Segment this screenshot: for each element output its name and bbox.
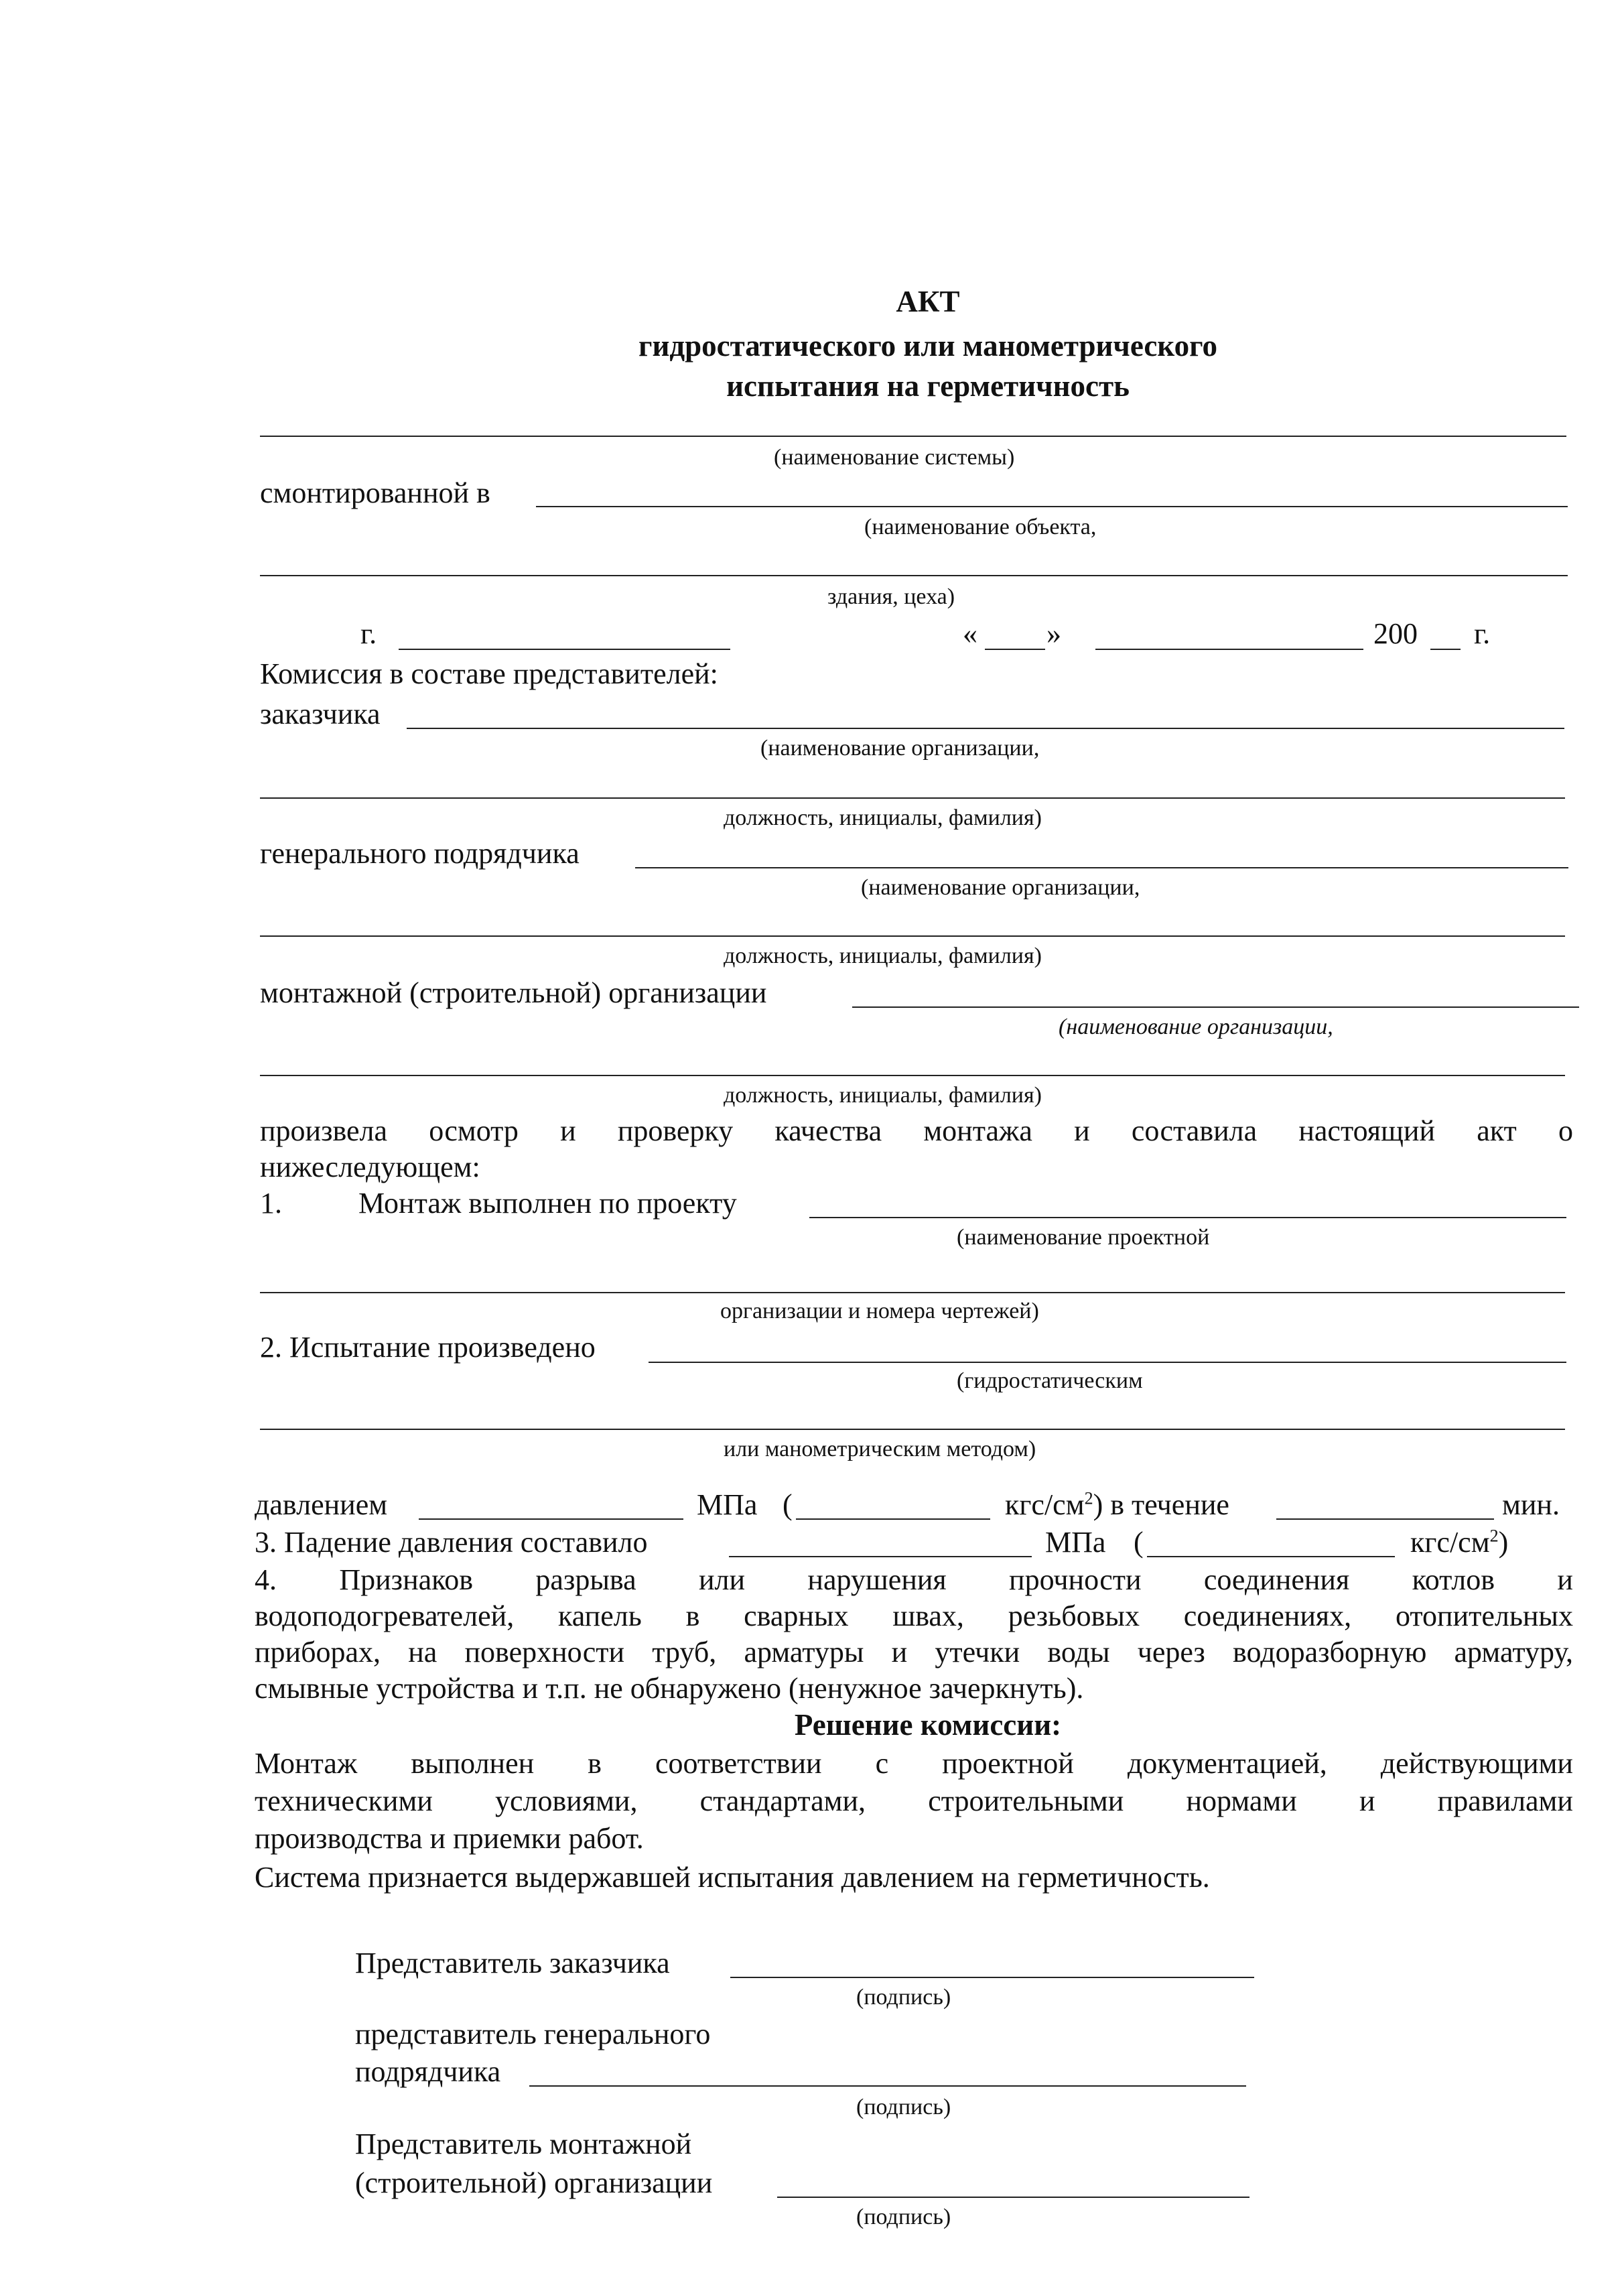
caption-mounting-position: должность, инициалы, фамилия) xyxy=(724,1083,1042,1108)
inspected-paragraph-line2: нижеследующем: xyxy=(260,1151,480,1183)
item4-line1 xyxy=(255,1563,1573,1597)
word: соответствии xyxy=(655,1747,822,1780)
word: и xyxy=(1359,1784,1375,1817)
word: капель xyxy=(558,1600,642,1632)
item4-line2 xyxy=(255,1599,1573,1634)
document-subtitle-line2: испытания на герметичность xyxy=(726,369,1130,403)
pressure-kgf-open: ( xyxy=(783,1488,793,1521)
mounting-org-label: монтажной (строительной) организации xyxy=(260,976,767,1009)
mount-rep-label-1: Представитель монтажной xyxy=(355,2128,692,2160)
caption-hydro: (гидростатическим xyxy=(957,1368,1143,1393)
object-name-line-2[interactable] xyxy=(260,575,1568,576)
word: арматуры xyxy=(744,1636,864,1669)
general-rep-label-1: представитель генерального xyxy=(355,2018,711,2050)
word: техническими xyxy=(255,1784,433,1817)
test-method-line[interactable] xyxy=(649,1362,1566,1363)
customer-rep-label: Представитель заказчика xyxy=(355,1947,670,1979)
word: действующими xyxy=(1380,1747,1573,1780)
word: строительными xyxy=(928,1784,1124,1817)
caption-project-org: организации и номера чертежей) xyxy=(720,1299,1039,1323)
word: или xyxy=(698,1563,746,1596)
word: монтажа xyxy=(923,1114,1032,1147)
decision-line3: производства и приемки работ. xyxy=(255,1822,644,1855)
word: условиями, xyxy=(495,1784,638,1817)
word: соединениях, xyxy=(1183,1600,1352,1632)
word: настоящий xyxy=(1298,1114,1435,1147)
word: водоразборную xyxy=(1233,1636,1427,1669)
customer-signature-line[interactable] xyxy=(730,1977,1254,1978)
minutes-unit: мин. xyxy=(1502,1488,1560,1521)
word: швах, xyxy=(892,1600,964,1632)
general-contractor-position-line[interactable] xyxy=(260,935,1565,937)
word: на xyxy=(408,1636,437,1669)
caption-customer-position: должность, инициалы, фамилия) xyxy=(724,805,1042,830)
pressure-mpa-line[interactable] xyxy=(419,1518,683,1520)
drop-mpa-unit: МПа xyxy=(1045,1526,1106,1559)
word: и xyxy=(560,1114,576,1147)
test-method-line-2[interactable] xyxy=(260,1429,1565,1430)
date-month-line[interactable] xyxy=(1095,649,1363,650)
city-line[interactable] xyxy=(399,649,730,650)
caption-signature-general: (подпись) xyxy=(856,2095,951,2119)
word: прочности xyxy=(1009,1563,1142,1596)
year-suffix: г. xyxy=(1474,617,1491,650)
word: соединения xyxy=(1203,1563,1350,1596)
word: осмотр xyxy=(429,1114,519,1147)
pressure-kgf-line[interactable] xyxy=(796,1518,990,1520)
customer-position-line[interactable] xyxy=(260,797,1565,799)
date-day-line[interactable] xyxy=(985,649,1045,650)
word: сварных xyxy=(744,1600,849,1632)
caption-mano: или манометрическим методом) xyxy=(724,1437,1036,1461)
word: выполнен xyxy=(411,1747,535,1780)
word: отопительных xyxy=(1395,1600,1573,1632)
caption-signature-mount: (подпись) xyxy=(856,2205,951,2229)
item2-label: 2. Испытание произведено xyxy=(260,1331,596,1364)
word: в xyxy=(588,1747,602,1780)
word: Признаков xyxy=(339,1563,474,1596)
word: приборах, xyxy=(255,1636,381,1669)
pressure-kgf-unit: кгс/$см^2$) в течение xyxy=(1005,1488,1229,1521)
inspected-paragraph-line1 xyxy=(260,1114,1573,1149)
mount-signature-line[interactable] xyxy=(777,2197,1249,2198)
caption-signature-customer: (подпись) xyxy=(856,1985,951,2010)
word: 4. xyxy=(255,1563,277,1596)
pressure-mpa-unit: МПа xyxy=(697,1488,758,1521)
item1-number: 1. xyxy=(260,1187,282,1220)
word: и xyxy=(1557,1563,1573,1596)
year-line[interactable] xyxy=(1430,649,1461,650)
drop-kgf-unit: кгс/$см^2$) xyxy=(1410,1526,1509,1559)
pressure-drop-mpa-line[interactable] xyxy=(729,1556,1032,1557)
date-close-quote: » xyxy=(1046,617,1061,650)
document-title: АКТ xyxy=(896,285,960,318)
word: воды xyxy=(1047,1636,1110,1669)
item1-label: Монтаж выполнен по проекту xyxy=(358,1187,737,1220)
caption-mounting-org: (наименование организации, xyxy=(1059,1015,1333,1039)
pressure-drop-kgf-line[interactable] xyxy=(1147,1556,1395,1557)
word: резьбовых xyxy=(1008,1600,1140,1632)
mounting-org-line[interactable] xyxy=(852,1006,1579,1008)
drop-kgf-open: ( xyxy=(1134,1526,1144,1559)
word: составила xyxy=(1131,1114,1258,1147)
mounted-in-label: смонтированной в xyxy=(260,476,490,509)
word: и xyxy=(891,1636,908,1669)
word: разрыва xyxy=(535,1563,636,1596)
decision-line2 xyxy=(255,1784,1573,1819)
object-name-line[interactable] xyxy=(536,506,1568,507)
word: нарушения xyxy=(807,1563,947,1596)
year-prefix: 200 xyxy=(1373,617,1418,650)
word: через xyxy=(1137,1636,1205,1669)
caption-building: здания, цеха) xyxy=(827,584,955,609)
caption-object-name: (наименование объекта, xyxy=(864,515,1097,539)
word: проверку xyxy=(617,1114,734,1147)
general-signature-line[interactable] xyxy=(529,2085,1246,2087)
decision-title: Решение комиссии: xyxy=(794,1708,1062,1742)
system-name-line[interactable] xyxy=(260,436,1566,437)
caption-customer-org: (наименование организации, xyxy=(760,736,1040,761)
word: произвела xyxy=(260,1114,388,1147)
word: качества xyxy=(774,1114,882,1147)
word: акт xyxy=(1477,1114,1517,1147)
word: правилами xyxy=(1437,1784,1573,1817)
project-line[interactable] xyxy=(809,1217,1566,1218)
general-rep-label-2: подрядчика xyxy=(355,2055,501,2088)
word: Монтаж xyxy=(255,1747,358,1780)
pressure-label: давлением xyxy=(255,1488,388,1521)
word: труб, xyxy=(652,1636,717,1669)
word: арматуру, xyxy=(1454,1636,1573,1669)
document-subtitle-line1: гидростатического или манометрического xyxy=(638,329,1217,363)
commission-label: Комиссия в составе представителей: xyxy=(260,657,718,690)
word: с xyxy=(875,1747,889,1780)
word: и xyxy=(1074,1114,1090,1147)
decision-line1 xyxy=(255,1746,1573,1781)
word: котлов xyxy=(1412,1563,1495,1596)
decision-line4: Система признается выдержавшей испытания давлением на герметичность. xyxy=(255,1861,1210,1894)
customer-label: заказчика xyxy=(260,698,381,730)
caption-system-name: (наименование системы) xyxy=(774,445,1015,470)
duration-line[interactable] xyxy=(1276,1518,1494,1520)
item4-line3 xyxy=(255,1635,1573,1670)
general-contractor-label: генерального подрядчика xyxy=(260,837,580,870)
item3-label: 3. Падение давления составило xyxy=(255,1526,648,1559)
caption-general-org: (наименование организации, xyxy=(861,875,1140,900)
word: проектной xyxy=(942,1747,1074,1780)
word: нормами xyxy=(1186,1784,1297,1817)
word: утечки xyxy=(935,1636,1020,1669)
date-open-quote: « xyxy=(963,617,977,650)
word: водоподогревателей, xyxy=(255,1600,515,1632)
general-contractor-org-line[interactable] xyxy=(635,867,1568,868)
word: о xyxy=(1558,1114,1573,1147)
customer-org-line[interactable] xyxy=(407,728,1564,729)
project-line-2[interactable] xyxy=(260,1292,1565,1293)
mount-rep-label-2: (строительной) организации xyxy=(355,2166,713,2199)
word: документацией, xyxy=(1127,1747,1327,1780)
caption-general-position: должность, инициалы, фамилия) xyxy=(724,943,1042,968)
word: в xyxy=(685,1600,700,1632)
caption-project-name: (наименование проектной xyxy=(957,1225,1210,1250)
word: поверхности xyxy=(464,1636,625,1669)
word: стандартами, xyxy=(699,1784,866,1817)
item4-line4: смывные устройства и т.п. не обнаружено (ненужное зачеркнуть). xyxy=(255,1672,1084,1705)
city-label: г. xyxy=(360,617,377,650)
mounting-position-line[interactable] xyxy=(260,1075,1565,1076)
